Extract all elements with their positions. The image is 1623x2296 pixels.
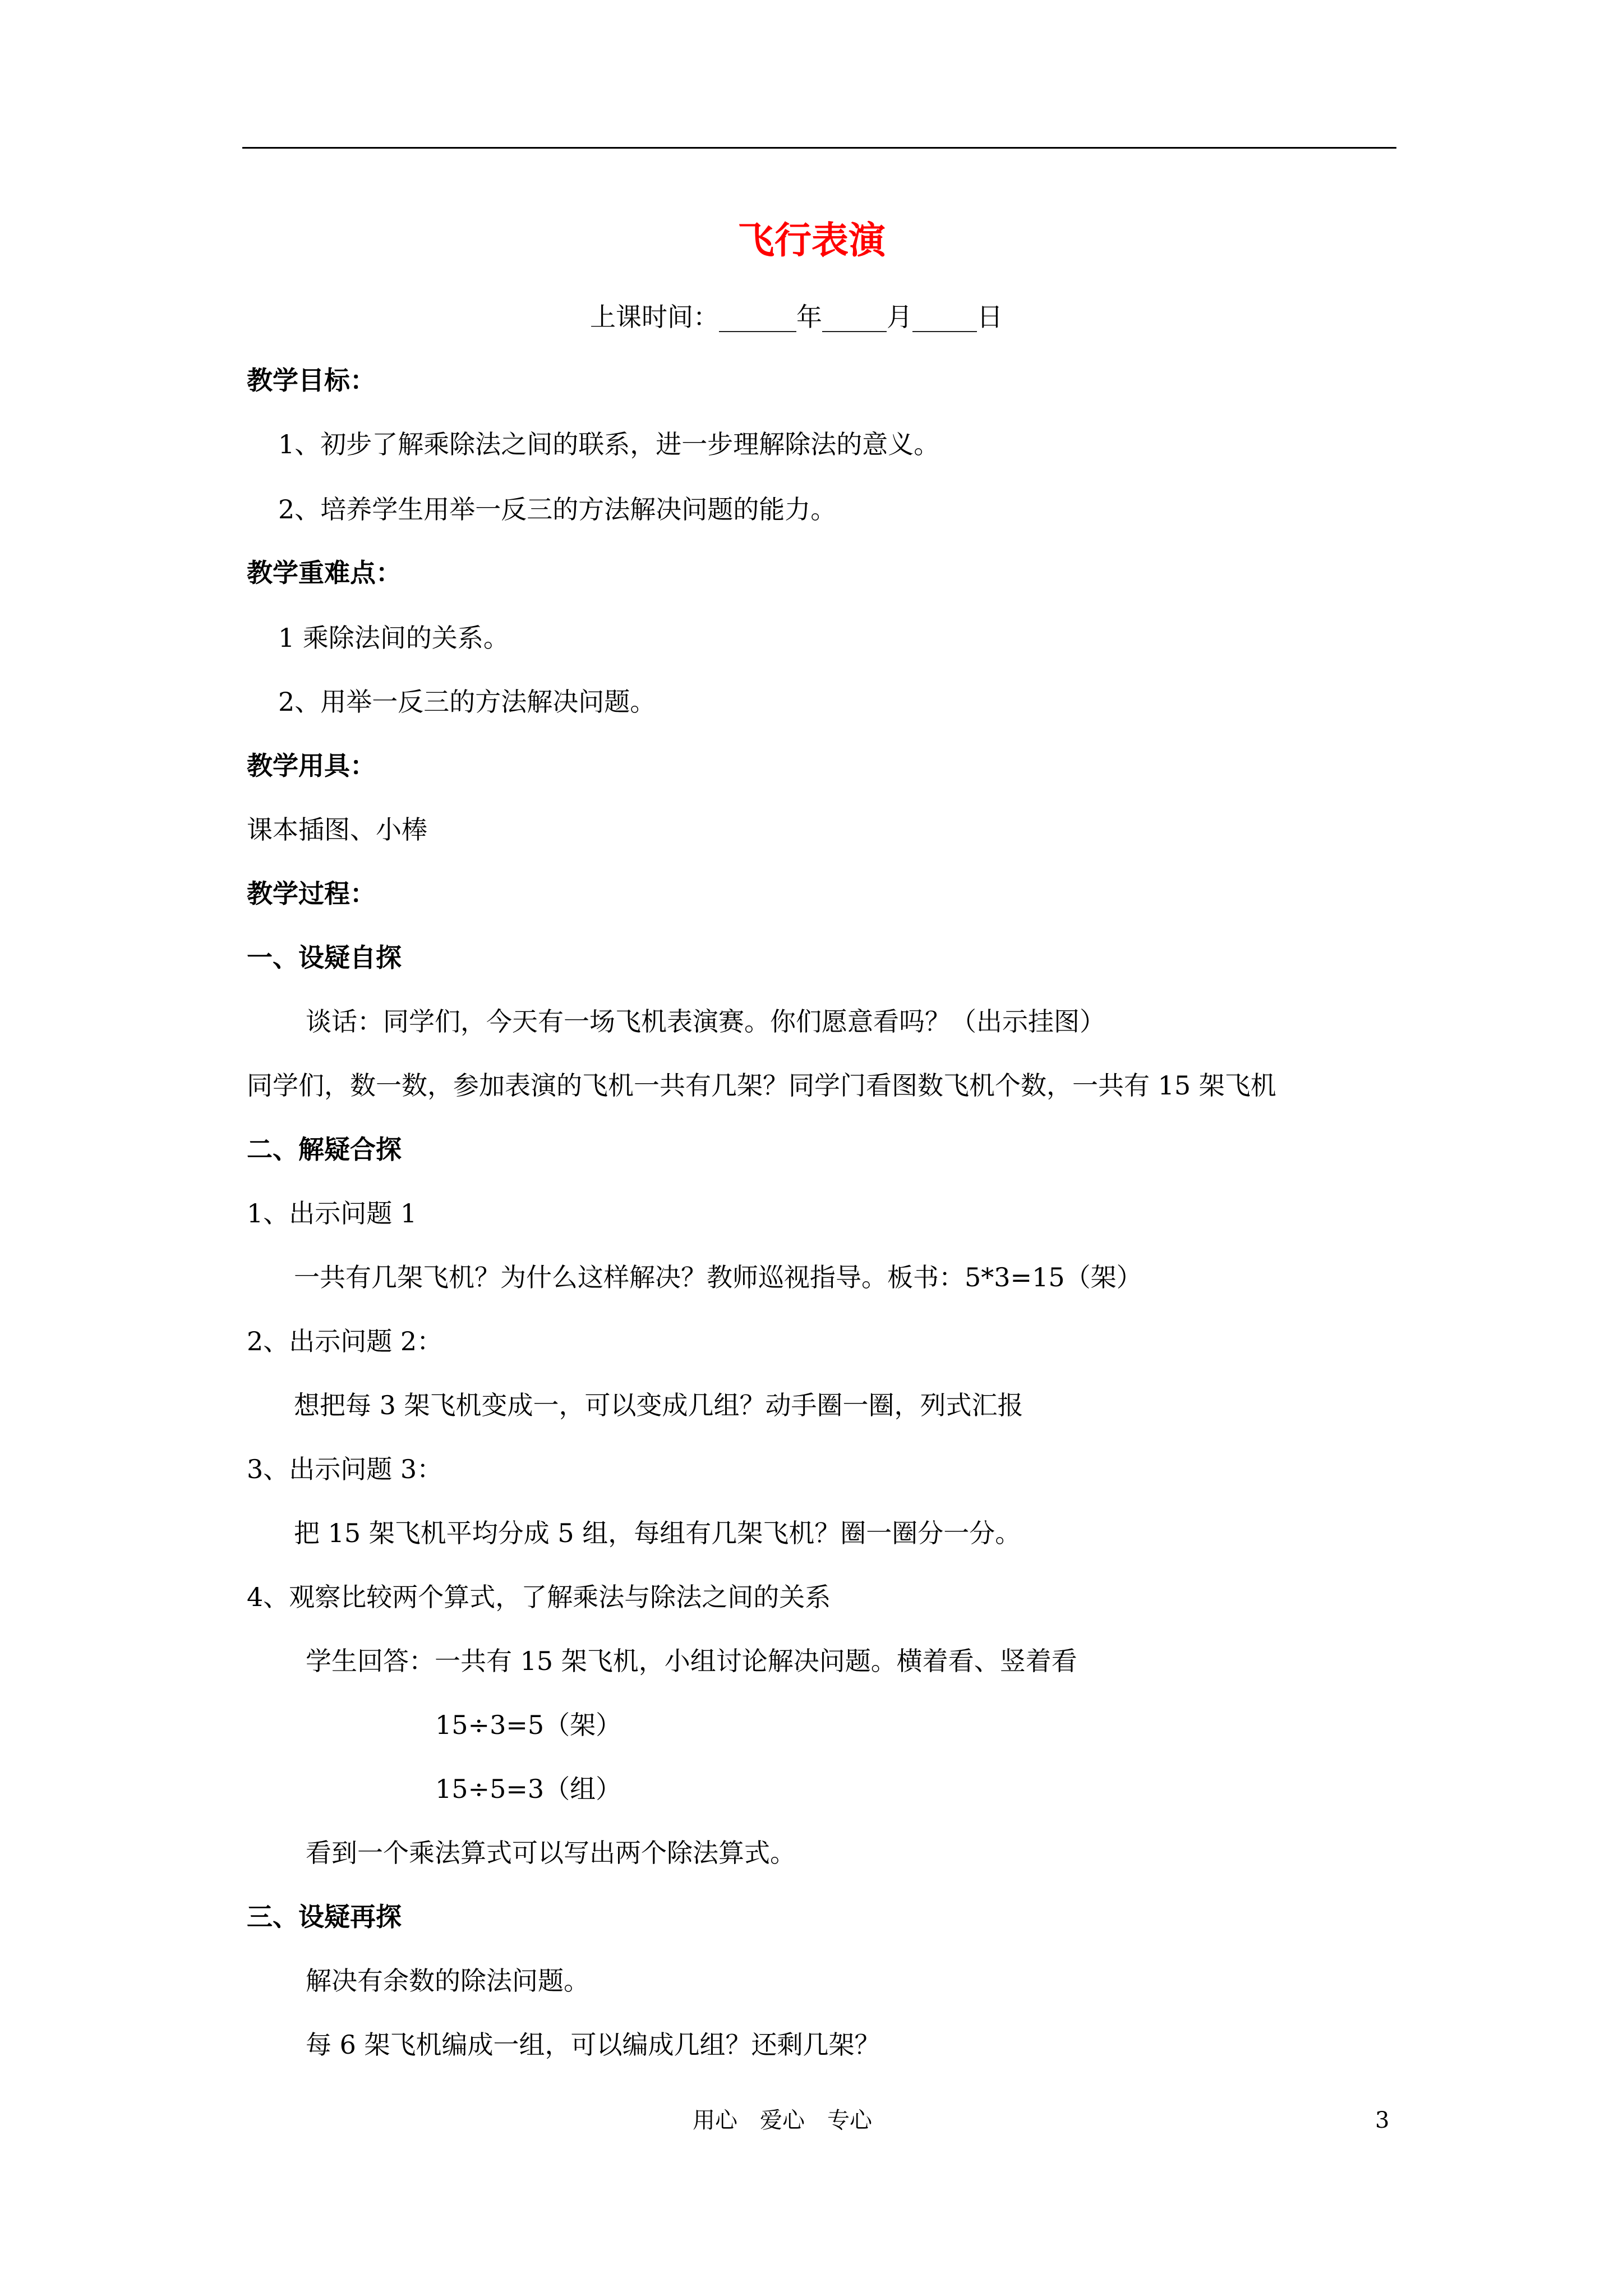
key-point-1: 1 乘除法间的关系。 xyxy=(278,623,509,653)
question-1-text: 一共有几架飞机？为什么这样解决？教师巡视指导。板书：5*3=15（架） xyxy=(294,1262,1142,1292)
question-1-heading: 1、出示问题 1 xyxy=(247,1198,417,1228)
key-points-heading: 教学重难点： xyxy=(247,558,402,588)
date-line: 上课时间：______年_____月_____日 xyxy=(590,302,1003,332)
section3-paragraph-1: 解决有余数的除法问题。 xyxy=(306,1966,589,1996)
footer-motto: 用心 爱心 专心 xyxy=(693,2108,872,2133)
objective-1: 1、初步了解乘除法之间的联系，进一步理解除法的意义。 xyxy=(278,429,940,459)
section1-paragraph-1: 谈话：同学们，今天有一场飞机表演赛。你们愿意看吗？（出示挂图） xyxy=(306,1006,1105,1037)
section1-heading: 一、设疑自探 xyxy=(247,942,402,973)
formula-1: 15÷3=5（架） xyxy=(435,1710,622,1740)
question-4-answer: 学生回答：一共有 15 架飞机，小组讨论解决问题。横着看、竖着看 xyxy=(306,1646,1077,1676)
page-title: 飞行表演 xyxy=(737,218,886,262)
tools-text: 课本插图、小棒 xyxy=(247,815,427,845)
section2-heading: 二、解疑合探 xyxy=(247,1134,402,1165)
objective-2: 2、培养学生用举一反三的方法解决问题的能力。 xyxy=(278,494,837,524)
process-heading: 教学过程： xyxy=(247,878,376,909)
section3-heading: 三、设疑再探 xyxy=(247,1902,402,1932)
question-4-conclusion: 看到一个乘法算式可以写出两个除法算式。 xyxy=(306,1838,796,1868)
question-2-heading: 2、出示问题 2： xyxy=(247,1326,443,1356)
section3-paragraph-2: 每 6 架飞机编成一组，可以编成几组？还剩几架？ xyxy=(306,2030,880,2060)
formula-2: 15÷5=3（组） xyxy=(435,1774,622,1804)
question-3-text: 把 15 架飞机平均分成 5 组，每组有几架飞机？圈一圈分一分。 xyxy=(294,1518,1021,1548)
section1-paragraph-2: 同学们，数一数，参加表演的飞机一共有几架？同学门看图数飞机个数，一共有 15 架飞机 xyxy=(247,1070,1276,1101)
objectives-heading: 教学目标： xyxy=(247,365,376,395)
key-point-2: 2、用举一反三的方法解决问题。 xyxy=(278,687,656,717)
question-3-heading: 3、出示问题 3： xyxy=(247,1454,443,1484)
header-rule xyxy=(242,147,1396,149)
tools-heading: 教学用具： xyxy=(247,751,376,781)
page-number: 3 xyxy=(1375,2108,1390,2133)
question-4-heading: 4、观察比较两个算式，了解乘法与除法之间的关系 xyxy=(247,1582,831,1612)
question-2-text: 想把每 3 架飞机变成一，可以变成几组？动手圈一圈，列式汇报 xyxy=(294,1390,1023,1420)
